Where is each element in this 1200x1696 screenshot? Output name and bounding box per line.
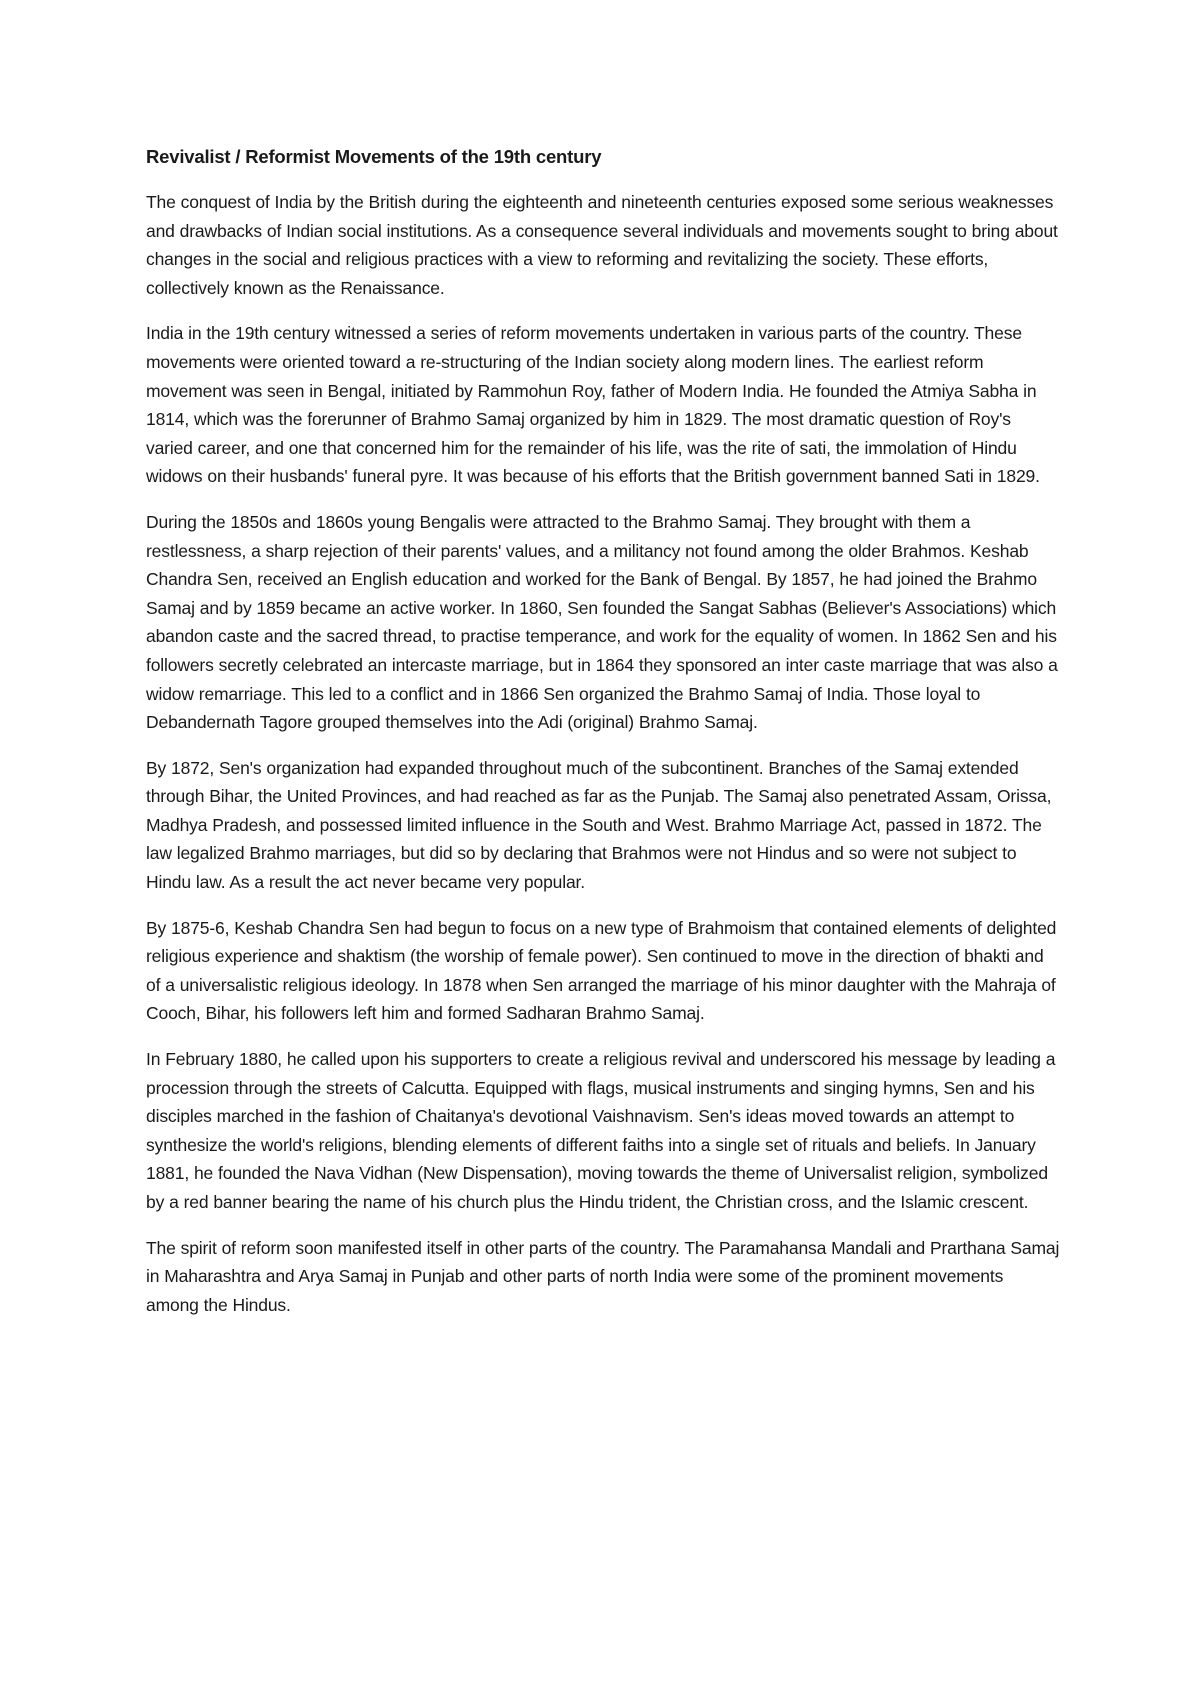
paragraph-rammohun-roy: India in the 19th century witnessed a series of reform movements undertaken in various parts of the country. These movements were oriented toward a re-structuring of the Indian society along modern lines. The earliest reform movement was seen in Bengal, initiated by Rammohun Roy, father of Modern India. He founded the Atmiya Sabha in 1814, which was the forerunner of Brahmo Samaj organized by him in 1829. The most dramatic question of Roy's varied career, and one that concerned him for the remainder of his life, was the rite of sati, the immolation of Hindu widows on their husbands' funeral pyre. It was because of his efforts that the British government banned Sati in 1829. xyxy=(146,323,1040,487)
paragraph-other-movements: The spirit of reform soon manifested itself in other parts of the country. The Paramahansa Mandali and Prarthana Samaj in Maharashtra and Arya Samaj in Punjab and other parts of north India were some of the prominent movements among the Hindus. xyxy=(146,1237,1060,1315)
document-body xyxy=(146,144,1060,1336)
paragraph-keshab-chandra-sen: During the 1850s and 1860s young Bengalis were attracted to the Brahmo Samaj. They brought with them a restlessness, a sharp rejection of their parents' values, and a militancy not found among the older Brahmos. Keshab Chandra Sen, received an English education and worked for the Bank of Bengal. By 1857, he had joined the Brahmo Samaj and by 1859 became an active worker. In 1860, Sen founded the Sangat Sabhas (Believer's Associations) which abandon caste and the sacred thread, to practise temperance, and work for the equality of women. In 1862 Sen and his followers secretly celebrated an intercaste marriage, but in 1864 they sponsored an inter caste marriage that was also a widow remarriage. This led to a conflict and in 1866 Sen organized the Brahmo Samaj of India. Those loyal to Debandernath Tagore grouped themselves into the Adi (original) Brahmo Samaj. xyxy=(146,511,1058,733)
document-title: Revivalist / Reformist Movements of the 19th century xyxy=(146,146,602,167)
paragraph-nava-vidhan: In February 1880, he called upon his supporters to create a religious revival and underscored his message by leading a procession through the streets of Calcutta. Equipped with flags, musical instruments and singing hymns, Sen and his disciples marched in the fashion of Chaitanya's devotional Vaishnavism. Sen's ideas moved towards an attempt to synthesize the world's religions, blending elements of different faiths into a single set of rituals and beliefs. In January 1881, he founded the Nava Vidhan (New Dispensation), moving towards the theme of Universalist religion, symbolized by a red banner bearing the name of his church plus the Hindu trident, the Christian cross, and the Islamic crescent. xyxy=(146,1049,1056,1212)
paragraph-samaj-expansion: By 1872, Sen's organization had expanded throughout much of the subcontinent. Branches of the Samaj extended through Bihar, the United Provinces, and had reached as far as the Punjab. The Samaj also penetrated Assam, Orissa, Madhya Pradesh, and possessed limited influence in the South and West. Brahmo Marriage Act, passed in 1872. The law legalized Brahmo marriages, but did so by declaring that Brahmos were not Hindus and so were not subject to Hindu law. As a result the act never became very popular. xyxy=(146,757,1052,893)
paragraph-brahmoism: By 1875-6, Keshab Chandra Sen had begun to focus on a new type of Brahmoism that contained elements of delighted religious experience and shaktism (the worship of female power). Sen continued to move in the direction of bhakti and of a universalistic religious ideology. In 1878 when Sen arranged the marriage of his minor daughter with the Mahraja of Cooch, Bihar, his followers left him and formed Sadharan Brahmo Samaj. xyxy=(146,917,1057,1024)
paragraph-intro: The conquest of India by the British during the eighteenth and nineteenth centuries exposed some serious weaknesses and drawbacks of Indian social institutions. As a consequence several individuals and movements sought to bring about changes in the social and religious practices with a view to reforming and revitalizing the society. These efforts, collectively known as the Renaissance. xyxy=(146,192,1058,298)
